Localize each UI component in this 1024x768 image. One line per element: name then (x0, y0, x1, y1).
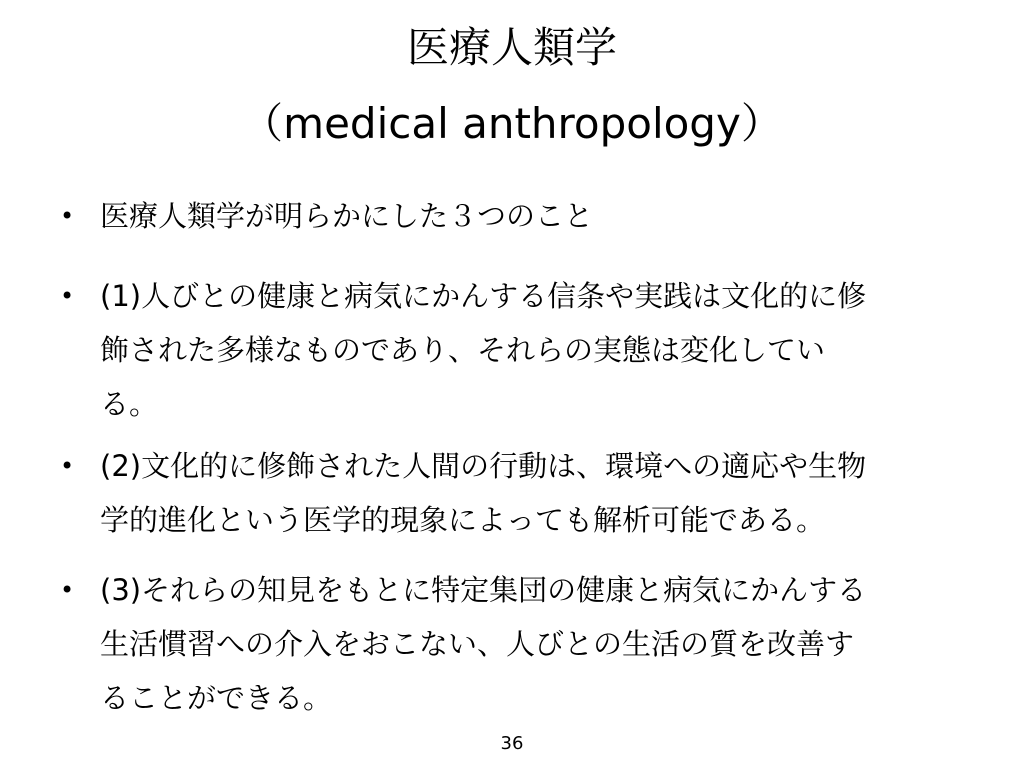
bullet-line: 医療人類学が明らかにした３つのこと (100, 199, 594, 233)
bullet-line: 学的進化という医学的現象によっても解析可能である。 (100, 503, 826, 537)
bullet-dot-icon: • (60, 452, 75, 480)
bullet-line: る。 (100, 387, 159, 421)
bullet-text (100, 269, 1000, 431)
slide-title: 医療人類学 (406, 23, 617, 72)
bullet-line: 生活慣習への介入をおこない、人びとの生活の質を改善す (100, 627, 855, 661)
bullet-text (100, 189, 1000, 243)
bullet-line: (1)人びとの健康と病気にかんする信条や実践は文化的に修 (100, 279, 867, 313)
bullet-line: ることができる。 (100, 681, 333, 715)
bullet-dot-icon: • (60, 576, 75, 604)
slide-subtitle: （medical anthropology） (241, 99, 783, 148)
bullet-text (100, 439, 1000, 547)
bullet-line: (3)それらの知見をもとに特定集団の健康と病気にかんする (100, 573, 867, 607)
page-number: 36 (500, 733, 524, 754)
bullet-dot-icon: • (60, 202, 75, 230)
bullet-line: (2)文化的に修飾された人間の行動は、環境への適応や生物 (100, 449, 867, 483)
bullet-dot-icon: • (60, 282, 75, 310)
bullet-line: 飾された多様なものであり、それらの実態は変化してい (100, 333, 826, 367)
bullet-text (100, 563, 1000, 725)
